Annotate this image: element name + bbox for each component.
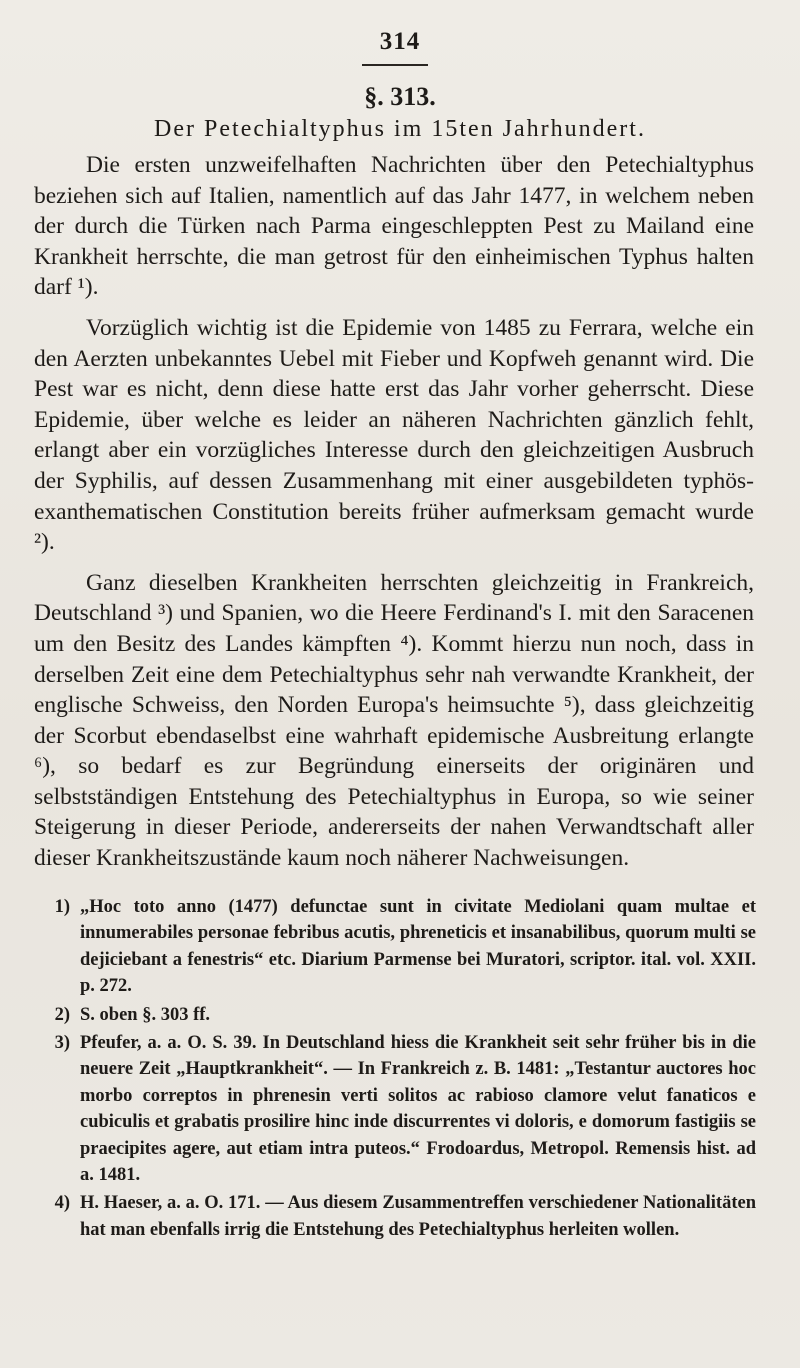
footnote-number: 4): [54, 1193, 70, 1214]
footnote: [34, 1030, 756, 1188]
body-text: [34, 150, 754, 884]
section-number: §. 313.: [364, 82, 436, 111]
section-title: Der Petechialtyphus im 15ten Jahrhundert.: [154, 116, 646, 142]
footnote-number: 3): [54, 1033, 70, 1054]
footnote: [34, 1190, 756, 1243]
footnote: [34, 1002, 756, 1028]
paragraph: Vorzüglich wichtig ist die Epidemie von 1485 zu Ferrara, welche ein den Aerzten unbekanntes Uebel mit Fieber und Kopfweh genannt wird. Die Pest war es nicht, denn diese hatte erst das Jahr vorher geherrscht. Diese Epidemie, über welche es leider an näheren Nachrichten gänzlich fehlt, erlangt aber ein vorzügliches Interesse durch den gleichzeitigen Ausbruch der Syphilis, auf dessen Zusammenhang mit einer ausgebildeten typhös-exanthematischen Constitution bereits früher aufmerksam gemacht wurde ²).: [34, 314, 754, 556]
footnote-text: H. Haeser, a. a. O. 171. — Aus diesem Zusammentreffen verschiedener Nationalitäten hat man ebenfalls irrig die Entstehung des Petechialtyphus herleiten wollen.: [80, 1193, 756, 1240]
footnotes: [34, 894, 756, 1245]
paragraph: Die ersten unzweifelhaften Nachrichten über den Petechialtyphus beziehen sich auf Italien, namentlich auf das Jahr 1477, in welchem neben der durch die Türken nach Parma eingeschleppten Pest zu Mailand eine Krankheit herrschte, die man getrost für den einheimischen Typhus halten darf ¹).: [34, 152, 754, 301]
footnote-number: 2): [54, 1004, 70, 1025]
page-number: 314: [379, 28, 421, 55]
page-number-rule: [362, 64, 428, 66]
footnote-number: 1): [54, 897, 70, 917]
footnote-text: Pfeufer, a. a. O. S. 39. In Deutschland hiess die Krankheit seit sehr früher bis in die neuere Zeit „Hauptkrankheit“. — In Frankreich z. B. 1481: „Testantur auctores hoc morbo correptos in phrenesin verti solitos ac rabioso clamore velut fanaticos e cubiculis et grabatis prosilire hinc inde discurrentes vi doloris, e domorum fastigiis se praecipites agere, aut etiam intra puteos.“ Frodoardus, Metropol. Remensis hist. ad a. 1481.: [80, 1033, 756, 1186]
footnote-text: „Hoc toto anno (1477) defunctae sunt in civitate Mediolani quam multae et innumerabiles personae febribus acutis, phreneticis et insanabilibus, quorum multi se dejiciebant a fenestris“ etc. Diarium Parmense bei Muratori, scriptor. ital. vol. XXII. p. 272.: [80, 897, 756, 997]
footnote-text: S. oben §. 303 ff.: [80, 1004, 211, 1025]
footnote: [34, 894, 756, 1000]
paragraph: Ganz dieselben Krankheiten herrschten gleichzeitig in Frankreich, Deutschland ³) und Spanien, wo die Heere Ferdinand's I. mit den Saracenen um den Besitz des Landes kämpften ⁴). Kommt hierzu nun noch, dass in derselben Zeit eine dem Petechialtyphus sehr nah verwandte Krankheit, der englische Schweiss, den Norden Europa's heimsuchte ⁵), dass gleichzeitig der Scorbut ebendaselbst eine wahrhaft epidemische Ausbreitung erlangte ⁶), so bedarf es zur Begründung einerseits der originären und selbstständigen Entstehung des Petechialtyphus in Europa, so wie seiner Steigerung in dieser Periode, andererseits der nahen Verwandtschaft aller dieser Krankheitszustände kaum noch näherer Nachweisungen.: [34, 569, 754, 872]
